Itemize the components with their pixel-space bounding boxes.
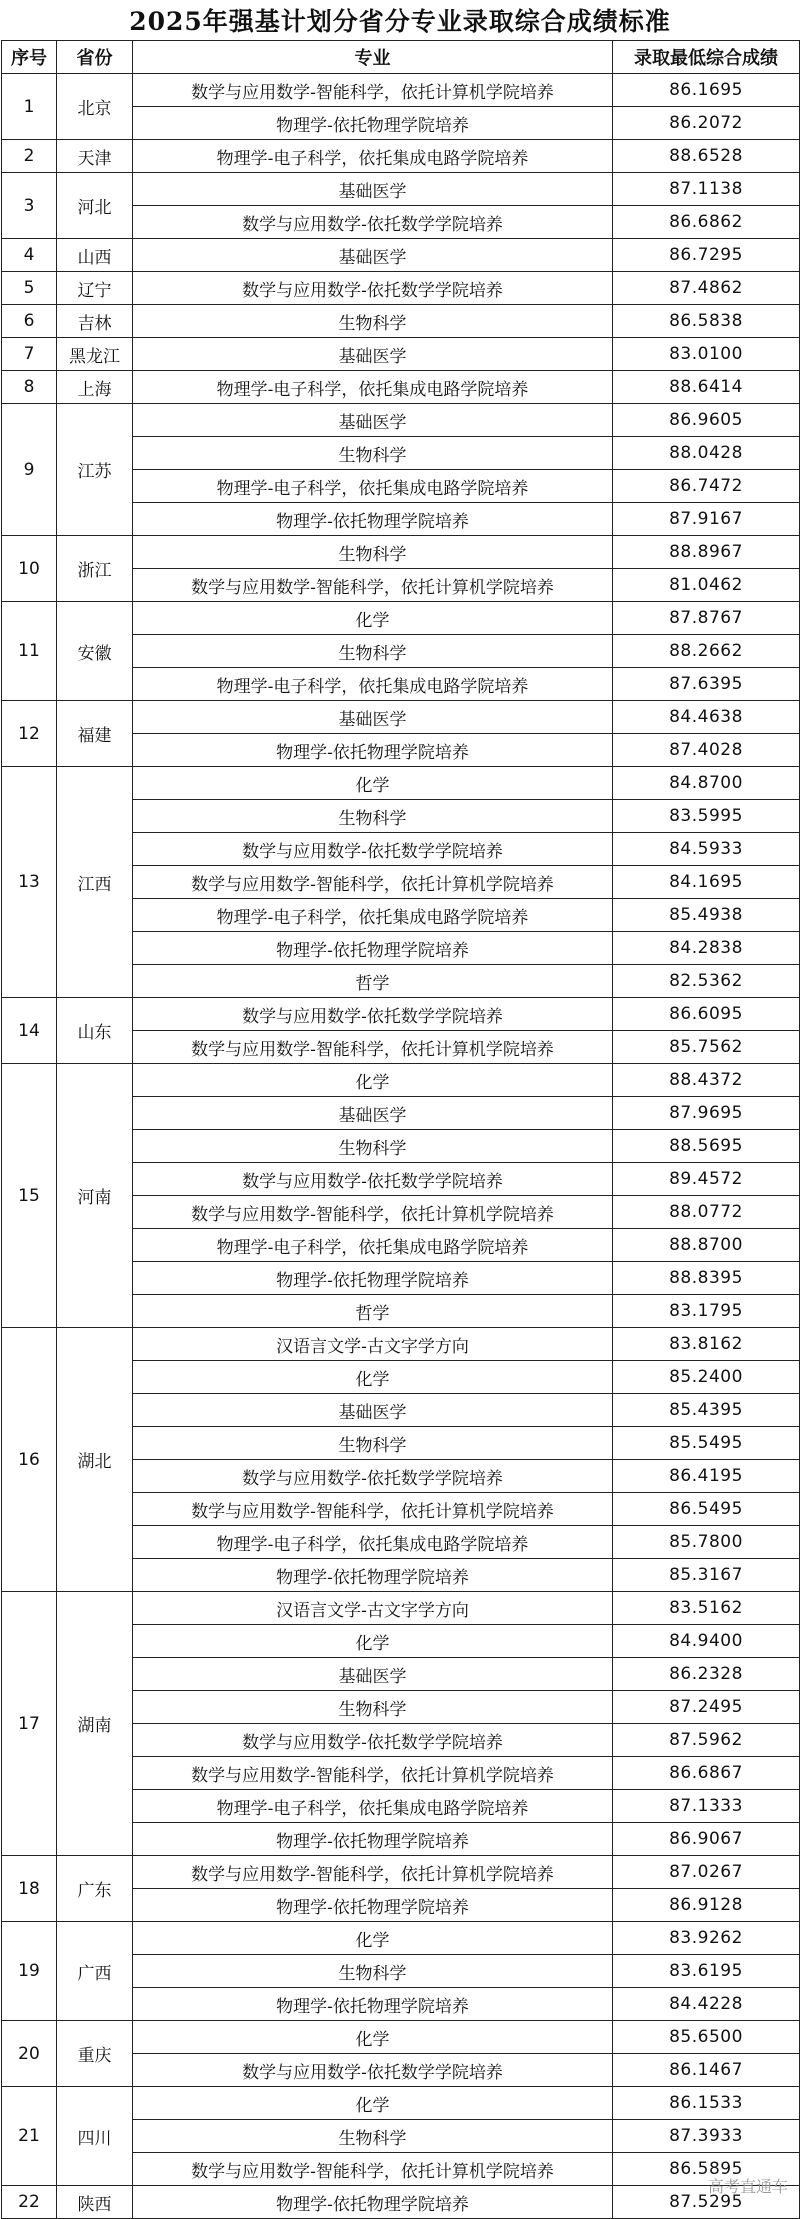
table-row <box>2 404 800 437</box>
header-province: 省份 <box>57 41 133 74</box>
table-row <box>2 140 800 173</box>
major-cell: 生物科学 <box>133 1955 613 1988</box>
score-cell: 88.4372 <box>613 1064 800 1097</box>
major-cell: 化学 <box>133 1064 613 1097</box>
major-cell: 物理学-依托物理学院培养 <box>133 503 613 536</box>
major-cell: 物理学-电子科学，依托集成电路学院培养 <box>133 668 613 701</box>
province-cell: 山西 <box>57 239 133 272</box>
major-cell: 哲学 <box>133 965 613 998</box>
row-index: 22 <box>2 2186 57 2219</box>
province-cell: 上海 <box>57 371 133 404</box>
score-cell: 88.8700 <box>613 1229 800 1262</box>
score-cell: 88.0428 <box>613 437 800 470</box>
score-cell: 87.1138 <box>613 173 800 206</box>
score-cell: 87.4028 <box>613 734 800 767</box>
score-cell: 83.5162 <box>613 1592 800 1625</box>
province-cell: 陕西 <box>57 2186 133 2219</box>
province-cell: 湖南 <box>57 1592 133 1856</box>
row-index: 3 <box>2 173 57 239</box>
score-cell: 89.4572 <box>613 1163 800 1196</box>
table-row <box>2 1856 800 1889</box>
major-cell: 生物科学 <box>133 2120 613 2153</box>
score-cell: 87.9695 <box>613 1097 800 1130</box>
major-cell: 基础医学 <box>133 173 613 206</box>
major-cell: 数学与应用数学-智能科学，依托计算机学院培养 <box>133 569 613 602</box>
major-cell: 基础医学 <box>133 1097 613 1130</box>
table-row <box>2 2186 800 2219</box>
score-cell: 86.5495 <box>613 1493 800 1526</box>
table-row <box>2 1064 800 1097</box>
major-cell: 生物科学 <box>133 800 613 833</box>
row-index: 9 <box>2 404 57 536</box>
province-cell: 湖北 <box>57 1328 133 1592</box>
table-row <box>2 602 800 635</box>
score-cell: 86.9605 <box>613 404 800 437</box>
province-cell: 安徽 <box>57 602 133 701</box>
major-cell: 化学 <box>133 602 613 635</box>
score-cell: 86.4195 <box>613 1460 800 1493</box>
major-cell: 物理学-依托物理学院培养 <box>133 932 613 965</box>
major-cell: 数学与应用数学-依托数学学院培养 <box>133 833 613 866</box>
major-cell: 物理学-电子科学，依托集成电路学院培养 <box>133 1229 613 1262</box>
header-index: 序号 <box>2 41 57 74</box>
score-cell: 83.9262 <box>613 1922 800 1955</box>
score-cell: 87.5962 <box>613 1724 800 1757</box>
province-cell: 河北 <box>57 173 133 239</box>
major-cell: 物理学-电子科学，依托集成电路学院培养 <box>133 371 613 404</box>
table-row <box>2 173 800 206</box>
major-cell: 物理学-依托物理学院培养 <box>133 1559 613 1592</box>
score-cell: 85.3167 <box>613 1559 800 1592</box>
page-title: 2025年强基计划分省分专业录取综合成绩标准 <box>129 7 671 36</box>
score-cell: 88.8967 <box>613 536 800 569</box>
header-major: 专业 <box>133 41 613 74</box>
major-cell: 生物科学 <box>133 635 613 668</box>
header-score: 录取最低综合成绩 <box>613 41 800 74</box>
row-index: 21 <box>2 2087 57 2186</box>
row-index: 13 <box>2 767 57 998</box>
score-cell: 86.5838 <box>613 305 800 338</box>
row-index: 10 <box>2 536 57 602</box>
table-row <box>2 701 800 734</box>
province-cell: 山东 <box>57 998 133 1064</box>
major-cell: 数学与应用数学-依托数学学院培养 <box>133 272 613 305</box>
header-row <box>2 41 800 74</box>
score-cell: 85.4395 <box>613 1394 800 1427</box>
major-cell: 物理学-依托物理学院培养 <box>133 1823 613 1856</box>
row-index: 8 <box>2 371 57 404</box>
province-cell: 吉林 <box>57 305 133 338</box>
province-cell: 江西 <box>57 767 133 998</box>
province-cell: 福建 <box>57 701 133 767</box>
score-cell: 86.6862 <box>613 206 800 239</box>
score-cell: 85.2400 <box>613 1361 800 1394</box>
province-cell: 江苏 <box>57 404 133 536</box>
major-cell: 数学与应用数学-依托数学学院培养 <box>133 206 613 239</box>
score-cell: 88.2662 <box>613 635 800 668</box>
score-cell: 88.6414 <box>613 371 800 404</box>
major-cell: 基础医学 <box>133 338 613 371</box>
row-index: 17 <box>2 1592 57 1856</box>
watermark-text: 高考直通车 <box>707 2177 788 2196</box>
score-cell: 86.5895 <box>613 2153 800 2186</box>
major-cell: 物理学-依托物理学院培养 <box>133 1262 613 1295</box>
major-cell: 物理学-依托物理学院培养 <box>133 1889 613 1922</box>
major-cell: 数学与应用数学-智能科学，依托计算机学院培养 <box>133 1493 613 1526</box>
major-cell: 基础医学 <box>133 404 613 437</box>
province-cell: 天津 <box>57 140 133 173</box>
major-cell: 汉语言文学-古文字学方向 <box>133 1328 613 1361</box>
table-row <box>2 371 800 404</box>
table-row <box>2 2021 800 2054</box>
row-index: 11 <box>2 602 57 701</box>
row-index: 15 <box>2 1064 57 1328</box>
table-row <box>2 338 800 371</box>
score-cell: 84.4228 <box>613 1988 800 2021</box>
row-index: 4 <box>2 239 57 272</box>
score-cell: 84.9400 <box>613 1625 800 1658</box>
major-cell: 化学 <box>133 1625 613 1658</box>
score-cell: 88.6528 <box>613 140 800 173</box>
table-row <box>2 1922 800 1955</box>
major-cell: 物理学-电子科学，依托集成电路学院培养 <box>133 1526 613 1559</box>
major-cell: 化学 <box>133 2087 613 2120</box>
major-cell: 基础医学 <box>133 701 613 734</box>
score-cell: 86.6867 <box>613 1757 800 1790</box>
score-cell: 88.5695 <box>613 1130 800 1163</box>
score-cell: 86.6095 <box>613 998 800 1031</box>
score-cell: 88.0772 <box>613 1196 800 1229</box>
row-index: 7 <box>2 338 57 371</box>
province-cell: 广西 <box>57 1922 133 2021</box>
major-cell: 生物科学 <box>133 1691 613 1724</box>
major-cell: 化学 <box>133 1361 613 1394</box>
major-cell: 数学与应用数学-依托数学学院培养 <box>133 1163 613 1196</box>
table-row <box>2 74 800 107</box>
score-cell: 87.5295 <box>613 2186 800 2219</box>
row-index: 18 <box>2 1856 57 1922</box>
province-cell: 黑龙江 <box>57 338 133 371</box>
major-cell: 化学 <box>133 1922 613 1955</box>
major-cell: 物理学-电子科学，依托集成电路学院培养 <box>133 140 613 173</box>
score-cell: 82.5362 <box>613 965 800 998</box>
score-cell: 83.8162 <box>613 1328 800 1361</box>
major-cell: 生物科学 <box>133 305 613 338</box>
table-row <box>2 998 800 1031</box>
major-cell: 物理学-电子科学，依托集成电路学院培养 <box>133 470 613 503</box>
major-cell: 数学与应用数学-依托数学学院培养 <box>133 1460 613 1493</box>
row-index: 20 <box>2 2021 57 2087</box>
major-cell: 基础医学 <box>133 1394 613 1427</box>
score-cell: 84.5933 <box>613 833 800 866</box>
score-cell: 85.6500 <box>613 2021 800 2054</box>
row-index: 16 <box>2 1328 57 1592</box>
score-cell: 83.1795 <box>613 1295 800 1328</box>
major-cell: 哲学 <box>133 1295 613 1328</box>
score-cell: 86.9128 <box>613 1889 800 1922</box>
major-cell: 数学与应用数学-依托数学学院培养 <box>133 1724 613 1757</box>
major-cell: 生物科学 <box>133 536 613 569</box>
score-cell: 87.2495 <box>613 1691 800 1724</box>
score-cell: 84.8700 <box>613 767 800 800</box>
major-cell: 生物科学 <box>133 1427 613 1460</box>
major-cell: 数学与应用数学-智能科学，依托计算机学院培养 <box>133 74 613 107</box>
major-cell: 基础医学 <box>133 239 613 272</box>
major-cell: 物理学-依托物理学院培养 <box>133 734 613 767</box>
province-cell: 辽宁 <box>57 272 133 305</box>
table-row <box>2 272 800 305</box>
major-cell: 物理学-电子科学，依托集成电路学院培养 <box>133 899 613 932</box>
major-cell: 物理学-依托物理学院培养 <box>133 1988 613 2021</box>
major-cell: 物理学-依托物理学院培养 <box>133 107 613 140</box>
score-cell: 86.2328 <box>613 1658 800 1691</box>
score-cell: 87.8767 <box>613 602 800 635</box>
major-cell: 化学 <box>133 767 613 800</box>
row-index: 19 <box>2 1922 57 2021</box>
table-row <box>2 239 800 272</box>
score-cell: 87.6395 <box>613 668 800 701</box>
score-cell: 81.0462 <box>613 569 800 602</box>
score-cell: 85.7800 <box>613 1526 800 1559</box>
score-cell: 84.4638 <box>613 701 800 734</box>
major-cell: 数学与应用数学-智能科学，依托计算机学院培养 <box>133 866 613 899</box>
major-cell: 生物科学 <box>133 437 613 470</box>
score-cell: 87.9167 <box>613 503 800 536</box>
score-cell: 86.1467 <box>613 2054 800 2087</box>
score-cell: 84.1695 <box>613 866 800 899</box>
major-cell: 数学与应用数学-智能科学，依托计算机学院培养 <box>133 1196 613 1229</box>
row-index: 12 <box>2 701 57 767</box>
score-cell: 88.8395 <box>613 1262 800 1295</box>
table-row <box>2 767 800 800</box>
score-cell: 86.9067 <box>613 1823 800 1856</box>
score-cell: 85.7562 <box>613 1031 800 1064</box>
score-table <box>1 40 800 2219</box>
table-row <box>2 305 800 338</box>
province-cell: 重庆 <box>57 2021 133 2087</box>
major-cell: 数学与应用数学-智能科学，依托计算机学院培养 <box>133 1856 613 1889</box>
score-cell: 86.1695 <box>613 74 800 107</box>
province-cell: 北京 <box>57 74 133 140</box>
major-cell: 汉语言文学-古文字学方向 <box>133 1592 613 1625</box>
table-row <box>2 1328 800 1361</box>
major-cell: 物理学-依托物理学院培养 <box>133 2186 613 2219</box>
major-cell: 数学与应用数学-依托数学学院培养 <box>133 2054 613 2087</box>
province-cell: 河南 <box>57 1064 133 1328</box>
major-cell: 基础医学 <box>133 1658 613 1691</box>
table-row <box>2 1592 800 1625</box>
score-cell: 87.3933 <box>613 2120 800 2153</box>
table-row <box>2 536 800 569</box>
score-cell: 84.2838 <box>613 932 800 965</box>
score-cell: 87.0267 <box>613 1856 800 1889</box>
major-cell: 化学 <box>133 2021 613 2054</box>
province-cell: 广东 <box>57 1856 133 1922</box>
row-index: 6 <box>2 305 57 338</box>
row-index: 14 <box>2 998 57 1064</box>
row-index: 1 <box>2 74 57 140</box>
province-cell: 浙江 <box>57 536 133 602</box>
score-cell: 86.1533 <box>613 2087 800 2120</box>
score-cell: 87.1333 <box>613 1790 800 1823</box>
score-cell: 83.6195 <box>613 1955 800 1988</box>
score-cell: 85.5495 <box>613 1427 800 1460</box>
major-cell: 数学与应用数学-依托数学学院培养 <box>133 998 613 1031</box>
major-cell: 物理学-电子科学，依托集成电路学院培养 <box>133 1790 613 1823</box>
major-cell: 数学与应用数学-智能科学，依托计算机学院培养 <box>133 1757 613 1790</box>
row-index: 5 <box>2 272 57 305</box>
score-cell: 85.4938 <box>613 899 800 932</box>
table-body <box>2 74 800 2219</box>
major-cell: 数学与应用数学-智能科学，依托计算机学院培养 <box>133 2153 613 2186</box>
score-cell: 86.2072 <box>613 107 800 140</box>
major-cell: 生物科学 <box>133 1130 613 1163</box>
major-cell: 数学与应用数学-智能科学，依托计算机学院培养 <box>133 1031 613 1064</box>
score-cell: 83.5995 <box>613 800 800 833</box>
province-cell: 四川 <box>57 2087 133 2186</box>
row-index: 2 <box>2 140 57 173</box>
table-row <box>2 2087 800 2120</box>
score-cell: 86.7295 <box>613 239 800 272</box>
table-header <box>2 41 800 74</box>
score-cell: 87.4862 <box>613 272 800 305</box>
score-cell: 86.7472 <box>613 470 800 503</box>
score-cell: 83.0100 <box>613 338 800 371</box>
